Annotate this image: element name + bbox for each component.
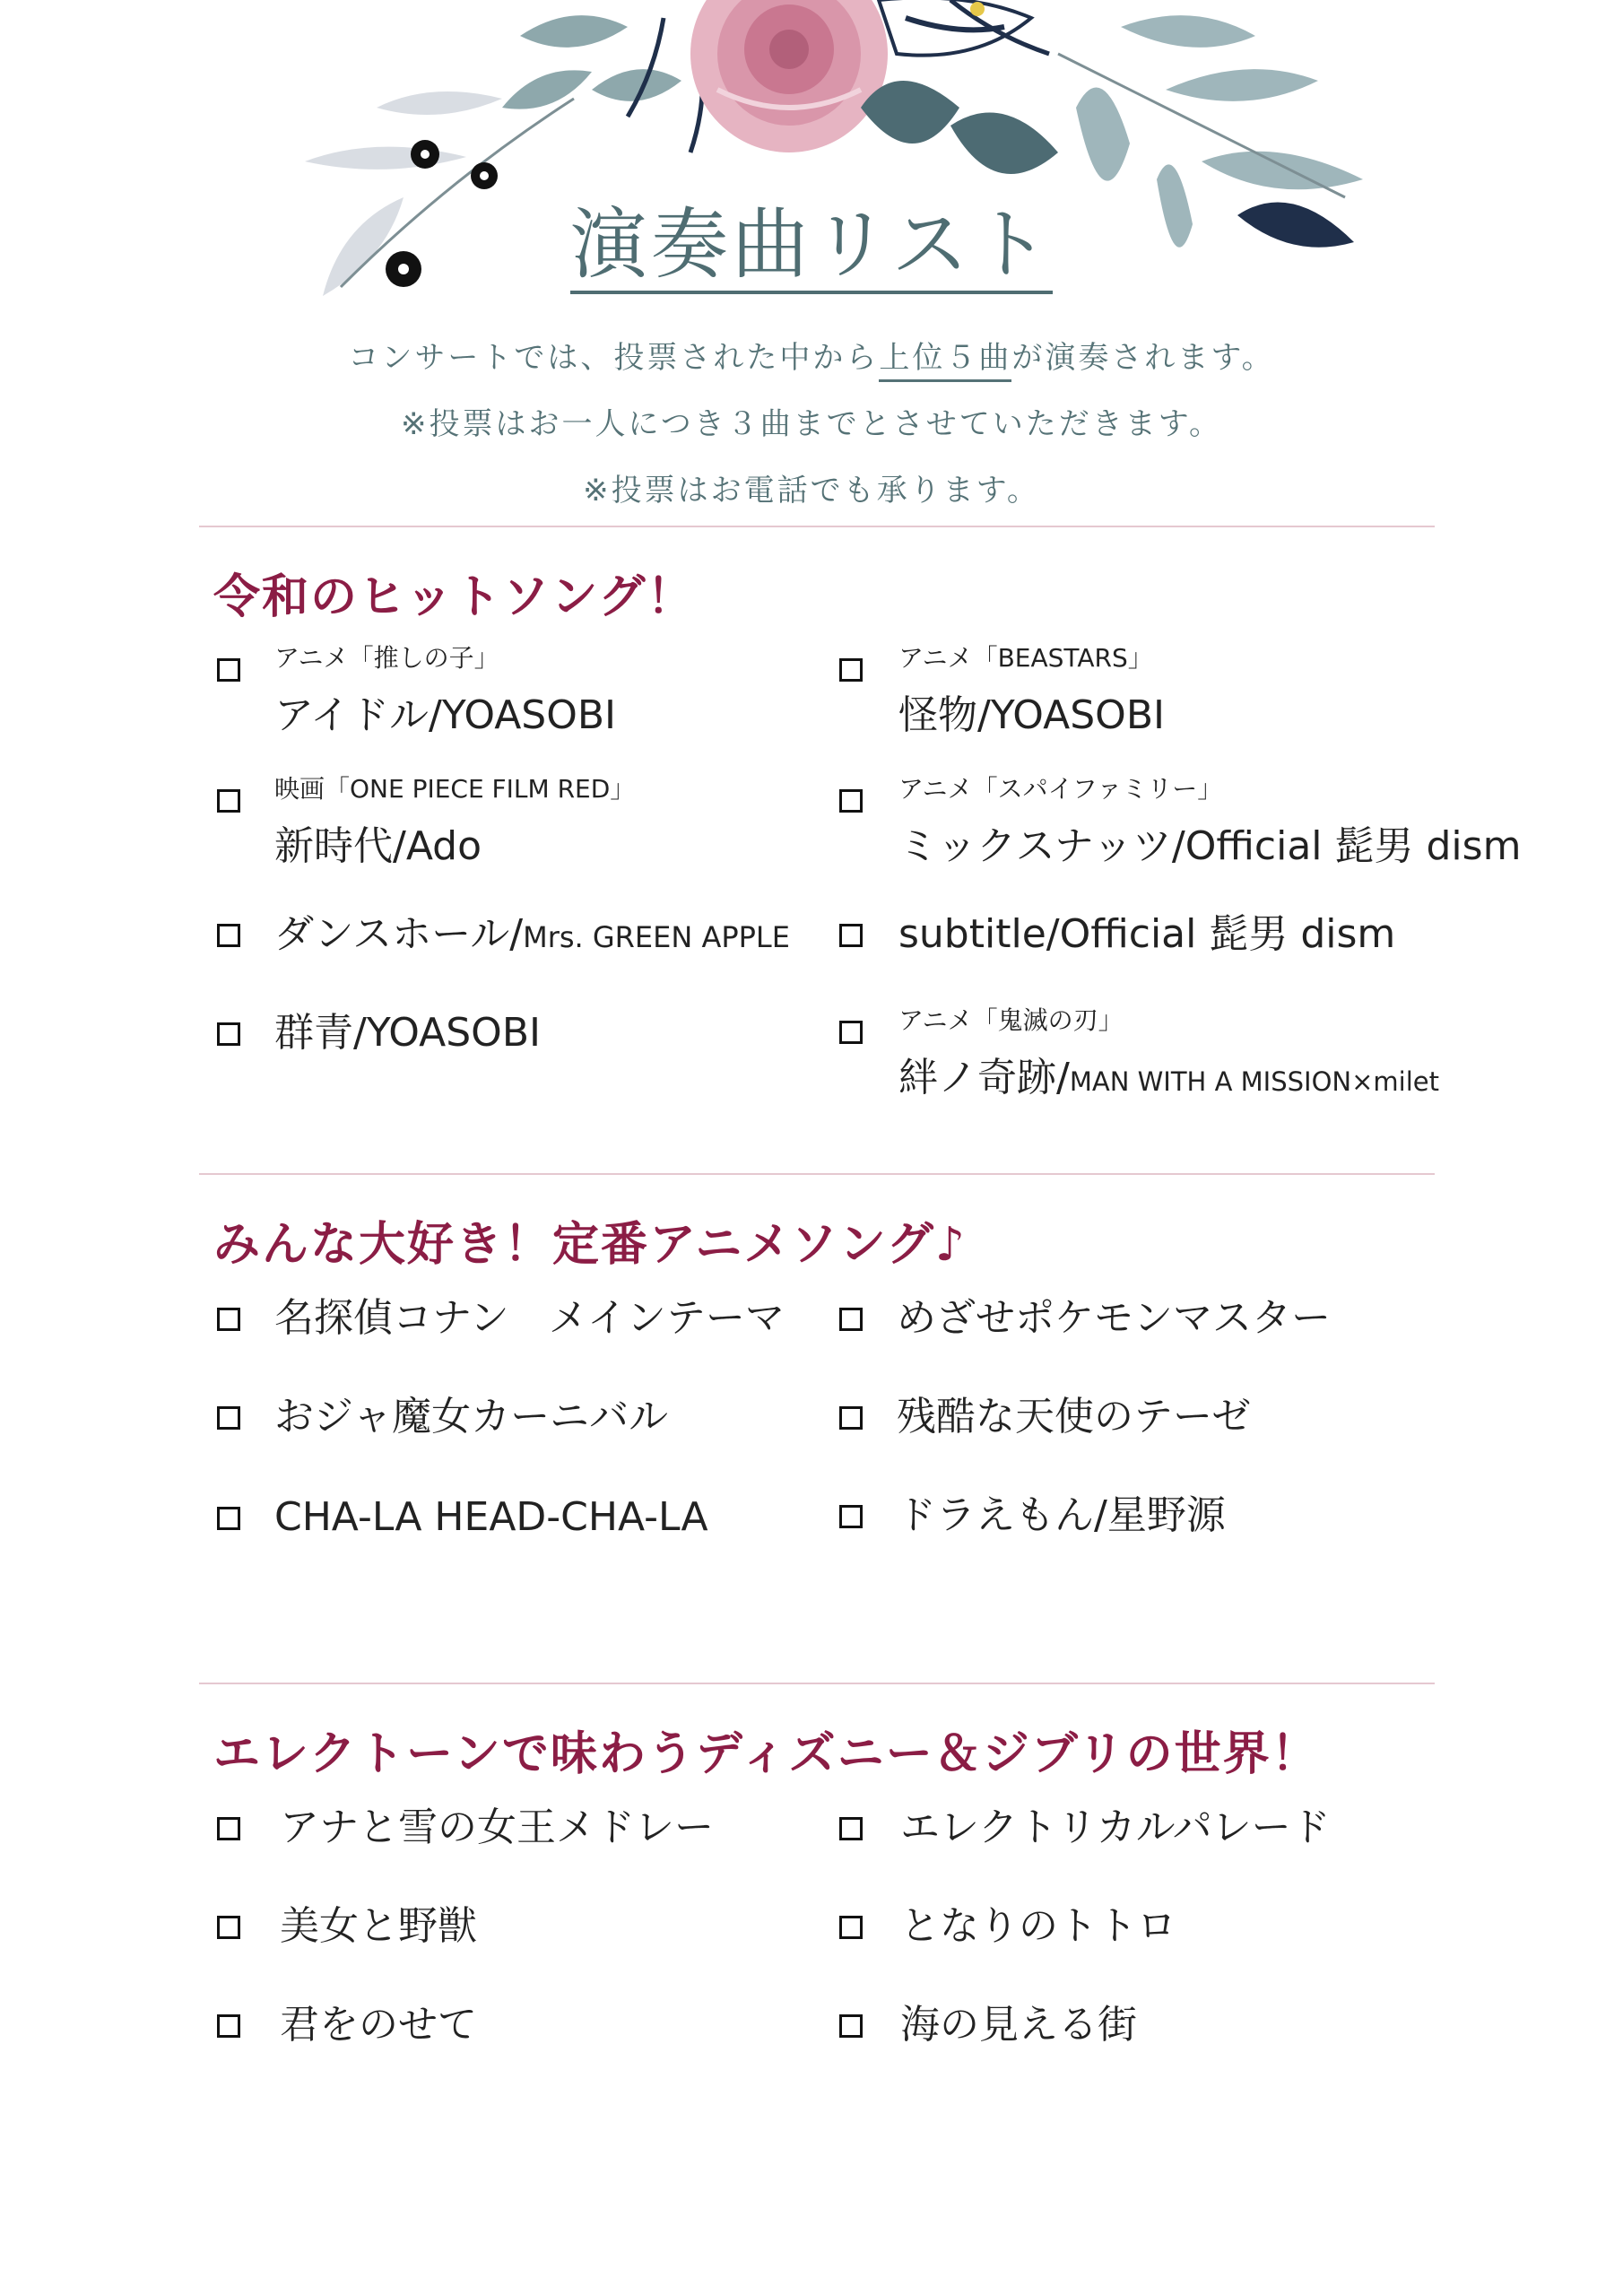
divider bbox=[199, 1173, 1435, 1175]
checkbox[interactable] bbox=[217, 1916, 240, 1939]
checkbox[interactable] bbox=[217, 1308, 240, 1331]
checkbox[interactable] bbox=[839, 1308, 863, 1331]
checkbox[interactable] bbox=[217, 1507, 240, 1530]
checkbox[interactable] bbox=[217, 658, 240, 682]
checkbox[interactable] bbox=[839, 1406, 863, 1430]
checkbox[interactable] bbox=[217, 2014, 240, 2038]
page-title: 演奏曲リスト bbox=[0, 206, 1623, 294]
checkbox[interactable] bbox=[217, 789, 240, 813]
checkbox[interactable] bbox=[839, 1505, 863, 1528]
checkbox[interactable] bbox=[839, 1817, 863, 1840]
checkbox[interactable] bbox=[839, 1021, 863, 1044]
intro-highlight: 上位５曲 bbox=[879, 340, 1011, 382]
section-title-anime: みんな大好き！定番アニメソング♪ bbox=[213, 1218, 967, 1272]
checkbox[interactable] bbox=[217, 924, 240, 947]
divider bbox=[199, 526, 1435, 527]
checkbox[interactable] bbox=[839, 789, 863, 813]
intro-line-2: ※投票はお一人につき３曲までとさせていただきます。 bbox=[400, 406, 1223, 442]
intro-line-3: ※投票はお電話でも承ります。 bbox=[583, 473, 1040, 509]
checkbox[interactable] bbox=[839, 658, 863, 682]
divider bbox=[199, 1683, 1435, 1684]
checkbox[interactable] bbox=[839, 1916, 863, 1939]
checkbox[interactable] bbox=[839, 924, 863, 947]
checkbox[interactable] bbox=[839, 2014, 863, 2038]
section-title-reiwa: 令和のヒットソング！ bbox=[213, 570, 696, 624]
checkbox[interactable] bbox=[217, 1022, 240, 1046]
checkbox[interactable] bbox=[217, 1406, 240, 1430]
intro-line-1: コンサートでは、投票された中から上位５曲が演奏されます。 bbox=[0, 343, 1623, 373]
section-title-disney-ghibli: エレクトーンで味わうディズニー＆ジブリの世界！ bbox=[213, 1727, 1320, 1781]
checkbox[interactable] bbox=[217, 1817, 240, 1840]
